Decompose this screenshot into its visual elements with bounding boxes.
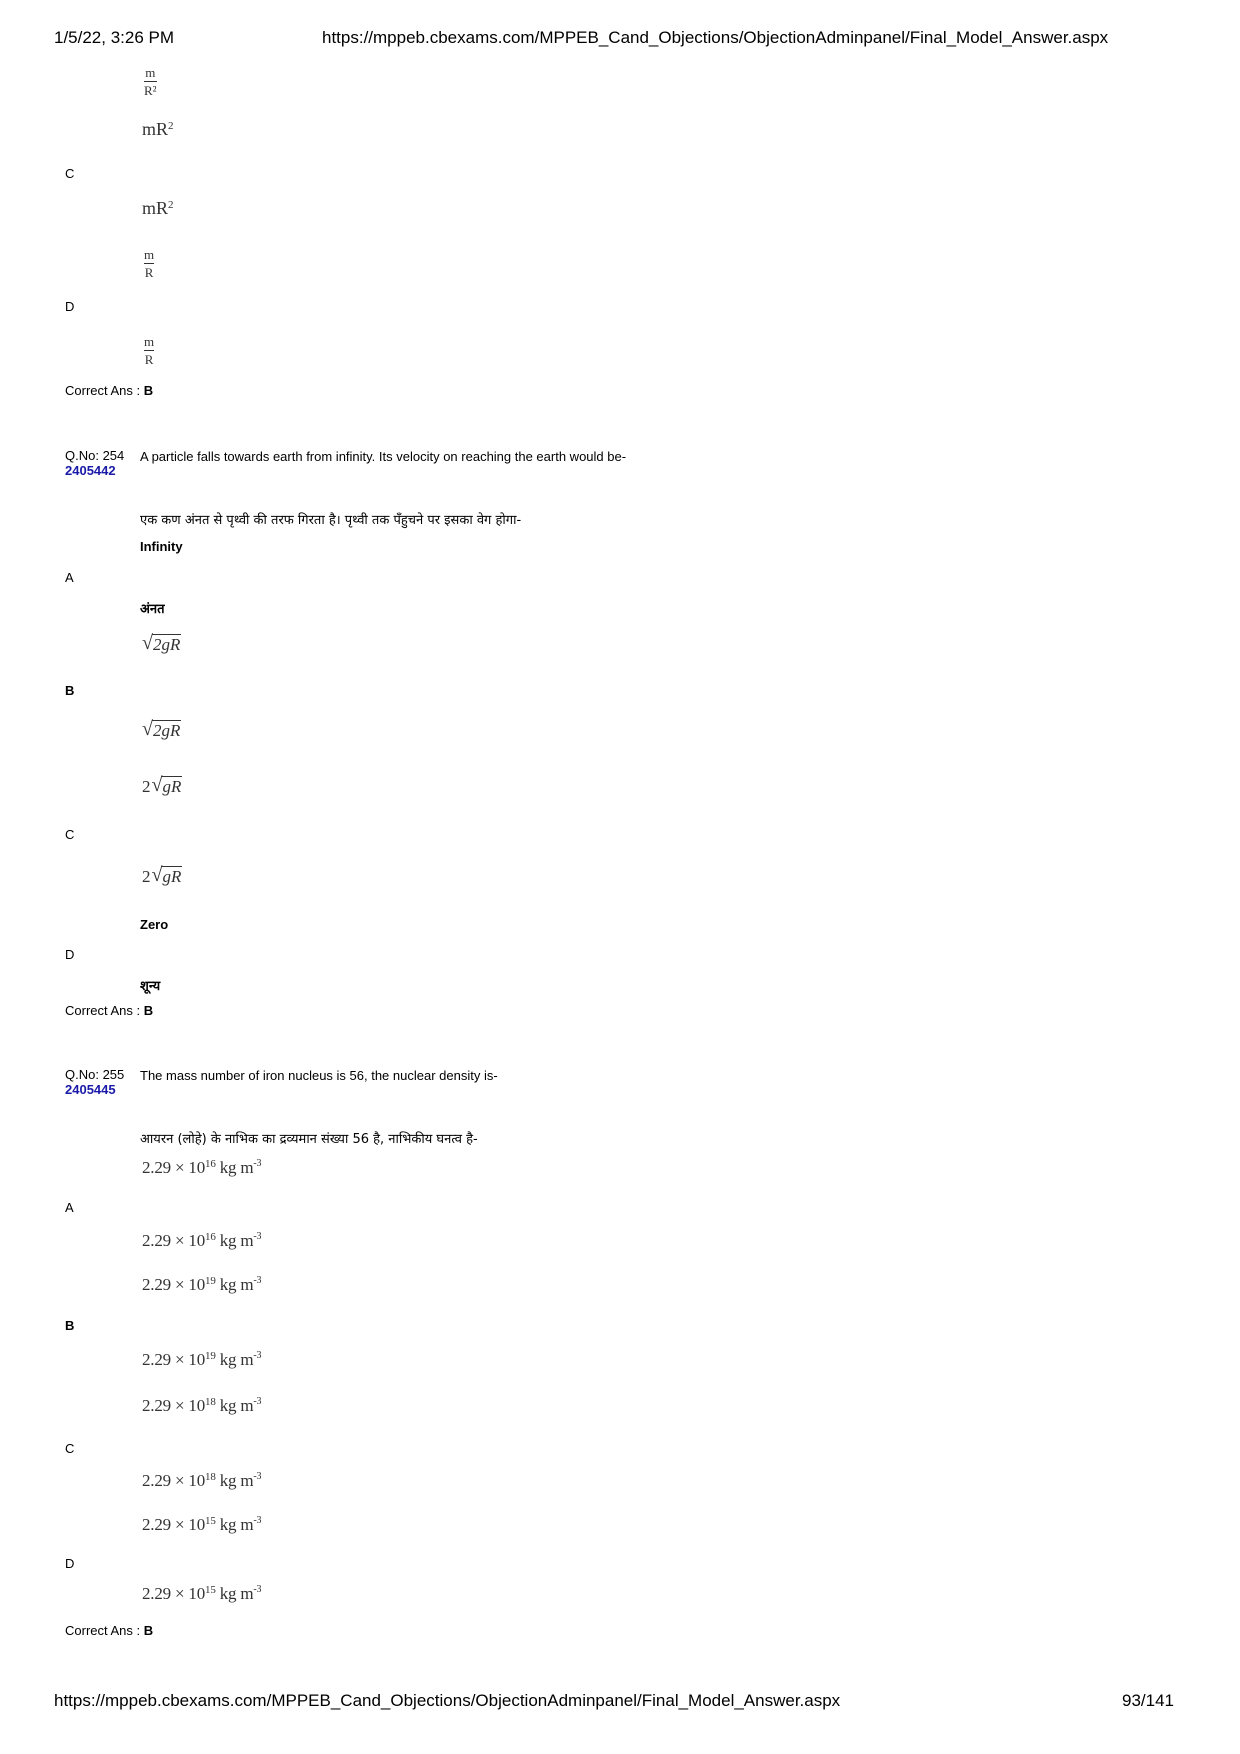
option-d-hi: शून्य [140, 979, 161, 994]
option-label-b: B [65, 683, 75, 698]
question-number: Q.No: 255 [65, 1067, 125, 1082]
option-b-answer: $2.29 \times 10^{19}$ kg $m^{-3}$ [142, 1350, 262, 1369]
option-label-c: C [65, 166, 75, 181]
option-c-answer: 2 √ gR [142, 864, 182, 886]
correct-answer: Correct Ans : B [65, 1623, 154, 1638]
option-d-answer: $2.29 \times 10^{15}$ kg $m^{-3}$ [142, 1584, 262, 1603]
option-b-expression: $2.29 \times 10^{19}$ kg $m^{-3}$ [142, 1275, 262, 1294]
option-a-en: Infinity [140, 539, 183, 554]
question-text-hi: आयरन (लोहे) के नाभिक का द्रव्यमान संख्या 56 है, नाभिकीय घनत्व है- [140, 1132, 478, 1147]
option-d-answer: $\frac{m}{R}$ [144, 334, 155, 367]
option-label-d: D [65, 1556, 75, 1571]
option-label-a: A [65, 1200, 74, 1215]
option-label-a: A [65, 570, 74, 585]
option-label-c: C [65, 827, 75, 842]
question-number: Q.No: 254 [65, 448, 125, 463]
question-id: 2405445 [65, 1082, 116, 1097]
question-id: 2405442 [65, 463, 116, 478]
option-b-expression: √ 2gR [142, 632, 181, 654]
question-text-hi: एक कण अंनत से पृथ्वी की तरफ गिरता है। पृथ्वी तक पँहुचने पर इसका वेग होगा- [140, 513, 522, 528]
print-url: https://mppeb.cbexams.com/MPPEB_Cand_Objections/ObjectionAdminpanel/Final_Model_Answer.aspx [322, 28, 1109, 47]
print-datetime: 1/5/22, 3:26 PM [54, 28, 175, 47]
option-c-answer: $2.29 \times 10^{18}$ kg $m^{-3}$ [142, 1471, 262, 1490]
option-label-b: B [65, 1318, 75, 1333]
option-b-fraction [144, 64, 157, 97]
question-text-en: The mass number of iron nucleus is 56, the nuclear density is- [140, 1068, 498, 1083]
correct-answer: Correct Ans : B [65, 1003, 154, 1018]
option-a-expression: $2.29 \times 10^{16}$ kg $m^{-3}$ [142, 1158, 262, 1177]
frac-numerator: m [145, 65, 156, 80]
footer-url: https://mppeb.cbexams.com/MPPEB_Cand_Objections/ObjectionAdminpanel/Final_Model_Answer.aspx [54, 1691, 841, 1710]
option-b-answer: √ 2gR [142, 718, 181, 740]
question-text-en: A particle falls towards earth from infinity. Its velocity on reaching the earth would be- [140, 449, 627, 464]
option-d-fraction: $\frac{m}{R}$ [144, 247, 155, 280]
correct-answer: Correct Ans : B [65, 383, 154, 398]
option-d-en: Zero [140, 917, 169, 932]
option-label-d: D [65, 299, 75, 314]
option-c-answer: $mR^2$ [142, 198, 174, 218]
option-d-expression: $2.29 \times 10^{15}$ kg $m^{-3}$ [142, 1515, 262, 1534]
option-a-hi: अंनत [140, 602, 165, 617]
option-c-expression: 2 √ gR [142, 774, 182, 796]
option-a-answer: $2.29 \times 10^{16}$ kg $m^{-3}$ [142, 1231, 262, 1250]
option-c-expression: $2.29 \times 10^{18}$ kg $m^{-3}$ [142, 1396, 262, 1415]
option-label-d: D [65, 947, 75, 962]
frac-denominator: R² [144, 83, 157, 98]
option-c-expression: $mR^2$ [142, 119, 174, 139]
option-label-c: C [65, 1441, 75, 1456]
page-number: 93/141 [1122, 1691, 1174, 1710]
